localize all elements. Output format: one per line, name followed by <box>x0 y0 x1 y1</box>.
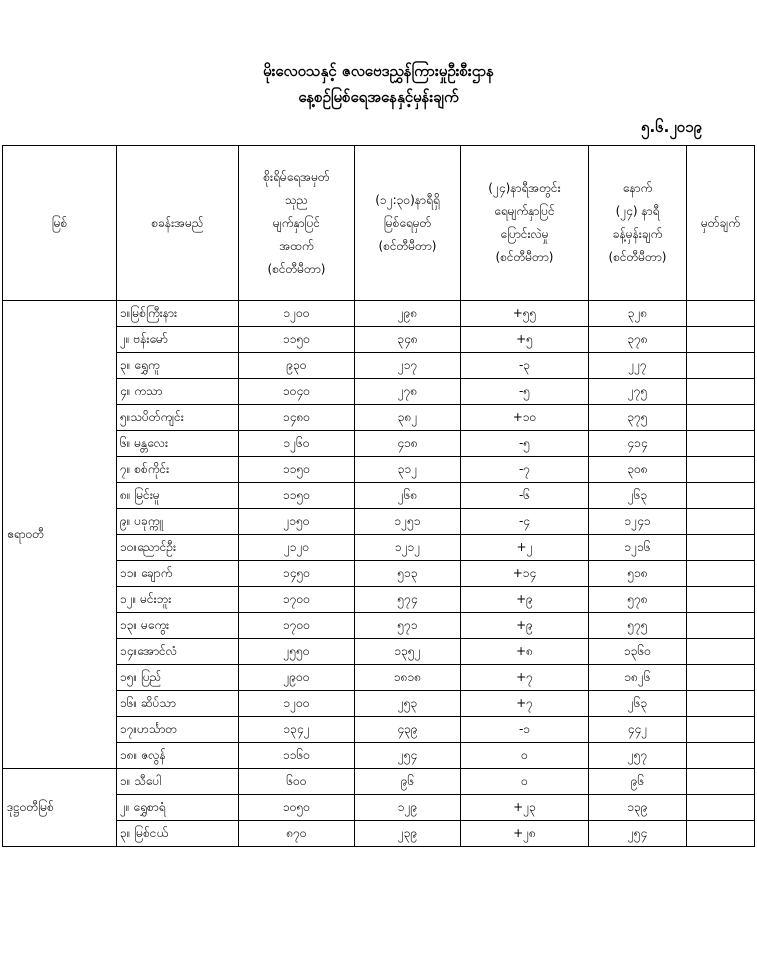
danger-cell: ၁၁၅၀ <box>239 327 355 353</box>
report-date: ၅.၆.၂၀၁၉ <box>641 118 702 136</box>
change-cell: +၇ <box>461 691 589 717</box>
danger-cell: ၂၁၂၀ <box>239 535 355 561</box>
river-name-cell: ဧရာဝတီ <box>3 301 117 769</box>
forecast-cell: ၂၇၅ <box>589 379 687 405</box>
station-cell: ၈။ မြင်းမူ <box>117 483 239 509</box>
forecast-cell: ၁၃၆၀ <box>589 639 687 665</box>
header-line: (စင်တီမီတာ) <box>495 250 554 264</box>
station-cell: ၁၀။ညောင်ဦး <box>117 535 239 561</box>
change-cell: +၇ <box>461 665 589 691</box>
river-name-cell: ဒုဋ္ဌဝတီမြစ် <box>3 769 117 847</box>
forecast-cell: ၂၅၇ <box>589 743 687 769</box>
level-cell: ၃၄၈ <box>355 327 461 353</box>
header-line: (၁၂:၃၀)နာရီရှိ <box>375 192 440 207</box>
forecast-cell: ၄၁၄ <box>589 431 687 457</box>
forecast-cell: ၃၂၈ <box>589 301 687 327</box>
forecast-cell: ၁၈၂၆ <box>589 665 687 691</box>
level-cell: ၁၃၅၂ <box>355 639 461 665</box>
level-cell: ၃၈၂ <box>355 405 461 431</box>
header-line: မြစ်ရေမှတ် <box>383 215 432 230</box>
change-cell: +၂ <box>461 535 589 561</box>
header-line: (စင်တီမီတာ) <box>608 250 667 264</box>
level-cell: ၂၇၈ <box>355 379 461 405</box>
header-line: (စင်တီမီတာ) <box>378 238 437 253</box>
station-cell: ၁၁။ ချောက် <box>117 561 239 587</box>
danger-cell: ၂၅၅၀ <box>239 639 355 665</box>
level-cell: ၂၆၈ <box>355 483 461 509</box>
danger-cell: ၁၂၀၀ <box>239 691 355 717</box>
remark-cell <box>687 613 755 639</box>
change-cell: +၂၃ <box>461 795 589 821</box>
header-line: နောက် <box>622 181 653 195</box>
header-station: စခန်းအမည် <box>117 146 239 301</box>
change-cell: -၇ <box>461 457 589 483</box>
change-cell: -၄ <box>461 509 589 535</box>
change-cell: +၈ <box>461 639 589 665</box>
remark-cell <box>687 561 755 587</box>
level-cell: ၂၅၄ <box>355 743 461 769</box>
remark-cell <box>687 353 755 379</box>
header-line: စိုးရိမ်ရေအမှတ် <box>263 169 330 184</box>
remark-cell <box>687 405 755 431</box>
station-cell: ၃။ မြစ်ငယ် <box>117 821 239 847</box>
level-cell: ၃၁၂ <box>355 457 461 483</box>
remark-cell <box>687 483 755 509</box>
remark-cell <box>687 821 755 847</box>
header-water-level <box>355 146 461 301</box>
forecast-cell: ၃၇၅ <box>589 405 687 431</box>
remark-cell <box>687 769 755 795</box>
danger-cell: ၁၂၆၀ <box>239 431 355 457</box>
level-cell: ၄၃၉ <box>355 717 461 743</box>
remark-cell <box>687 509 755 535</box>
station-cell: ၁၃။ မကွေး <box>117 613 239 639</box>
level-cell: ၂၉၈ <box>355 301 461 327</box>
change-cell: +၉ <box>461 587 589 613</box>
danger-cell: ၁၀၄၀ <box>239 379 355 405</box>
forecast-cell: ၂၅၄ <box>589 821 687 847</box>
station-cell: ၁၇။ဟင်္သာတ <box>117 717 239 743</box>
remark-cell <box>687 379 755 405</box>
change-cell: -၅ <box>461 431 589 457</box>
station-cell: ၁။မြစ်ကြီးနား <box>117 301 239 327</box>
danger-cell: ၁၂၀၀ <box>239 301 355 327</box>
station-cell: ၁၆။ ဆိပ်သာ <box>117 691 239 717</box>
forecast-cell: ၂၆၃ <box>589 691 687 717</box>
danger-cell: ၁၃၄၂ <box>239 717 355 743</box>
danger-cell: ၁၄၅၀ <box>239 561 355 587</box>
header-line: ပြောင်းလဲမှု <box>500 227 549 241</box>
change-cell: -၅ <box>461 379 589 405</box>
table-header-row <box>3 146 755 301</box>
level-cell: ၁၈၁၈ <box>355 665 461 691</box>
change-cell: -၃ <box>461 353 589 379</box>
level-cell: ၂၃၉ <box>355 821 461 847</box>
change-cell: +၁၀ <box>461 405 589 431</box>
forecast-cell: ၁၂၄၁ <box>589 509 687 535</box>
remark-cell <box>687 717 755 743</box>
level-cell: ၉၆ <box>355 769 461 795</box>
change-cell: ၀ <box>461 769 589 795</box>
station-cell: ၆။ မန္တလေး <box>117 431 239 457</box>
document-title: မိုးလေဝသနှင့် ဇလဗေဒညွှန်ကြားမှုဦးစီးဌာန <box>263 62 494 80</box>
header-change <box>461 146 589 301</box>
header-line: သုည <box>284 192 309 207</box>
change-cell: +၁၄ <box>461 561 589 587</box>
change-cell: +၅ <box>461 327 589 353</box>
level-cell: ၁၂၉ <box>355 795 461 821</box>
forecast-cell: ၁၃၉ <box>589 795 687 821</box>
level-cell: ၁၂၁၂ <box>355 535 461 561</box>
station-cell: ၇။ စစ်ကိုင်း <box>117 457 239 483</box>
header-line: ခန့်မှန်းချက် <box>612 227 663 241</box>
danger-cell: ၉၃၀ <box>239 353 355 379</box>
forecast-cell: ၂၆၃ <box>589 483 687 509</box>
station-cell: ၉။ ပခုက္ကူ <box>117 509 239 535</box>
station-cell: ၁၅။ ပြည် <box>117 665 239 691</box>
danger-cell: ၁၄၈၀ <box>239 405 355 431</box>
level-cell: ၂၁၇ <box>355 353 461 379</box>
level-cell: ၂၅၃ <box>355 691 461 717</box>
station-cell: ၁၄။အောင်လံ <box>117 639 239 665</box>
table-row <box>3 769 755 795</box>
remark-cell <box>687 665 755 691</box>
header-line: မျက်နှာပြင် <box>272 215 321 230</box>
level-cell: ၁၂၅၁ <box>355 509 461 535</box>
change-cell: -၁ <box>461 717 589 743</box>
danger-cell: ၁၇၀၀ <box>239 587 355 613</box>
danger-cell: ၁၁၅၀ <box>239 483 355 509</box>
forecast-cell: ၂၂၇ <box>589 353 687 379</box>
header-line: (၂၄) နာရီ <box>615 204 660 218</box>
station-cell: ၂။ ရွှေစာရံ <box>117 795 239 821</box>
forecast-cell: ၅၇၅ <box>589 613 687 639</box>
station-cell: ၄။ ကသာ <box>117 379 239 405</box>
danger-cell: ၁၁၆၀ <box>239 743 355 769</box>
header-line: အထက် <box>279 238 314 253</box>
forecast-cell: ၁၂၁၆ <box>589 535 687 561</box>
level-cell: ၄၁၈ <box>355 431 461 457</box>
change-cell: +၉ <box>461 613 589 639</box>
danger-cell: ၁၁၅၀ <box>239 457 355 483</box>
station-cell: ၃။ ရွှေကူ <box>117 353 239 379</box>
forecast-cell: ၅၁၈ <box>589 561 687 587</box>
level-cell: ၅၁၃ <box>355 561 461 587</box>
table-row <box>3 301 755 327</box>
remark-cell <box>687 327 755 353</box>
remark-cell <box>687 691 755 717</box>
remark-cell <box>687 743 755 769</box>
header-forecast <box>589 146 687 301</box>
remark-cell <box>687 301 755 327</box>
header-line: ရေမျက်နှာပြင် <box>494 204 555 218</box>
remark-cell <box>687 431 755 457</box>
change-cell: ၀ <box>461 743 589 769</box>
danger-cell: ၂၉၀၀ <box>239 665 355 691</box>
header-river: မြစ် <box>3 146 117 301</box>
station-cell: ၁။ သီပေါ <box>117 769 239 795</box>
forecast-cell: ၅၇၈ <box>589 587 687 613</box>
header-danger-level <box>239 146 355 301</box>
document-subtitle: နေ့စဉ်မြစ်ရေအနေနှင့်မှန်းချက် <box>298 88 459 106</box>
change-cell: +၂၈ <box>461 821 589 847</box>
forecast-cell: ၃၇၈ <box>589 327 687 353</box>
change-cell: -၆ <box>461 483 589 509</box>
station-cell: ၁၂။ မင်းဘူး <box>117 587 239 613</box>
danger-cell: ၂၁၅၀ <box>239 509 355 535</box>
header-line: (စင်တီမီတာ) <box>267 261 326 276</box>
danger-cell: ၈၇၀ <box>239 821 355 847</box>
station-cell: ၁၈။ ဇလွန် <box>117 743 239 769</box>
station-cell: ၂။ ဗန်းမော် <box>117 327 239 353</box>
danger-cell: ၁၇၀၀ <box>239 613 355 639</box>
header-remark: မှတ်ချက် <box>687 146 755 301</box>
remark-cell <box>687 639 755 665</box>
station-cell: ၅။သပိတ်ကျင်း <box>117 405 239 431</box>
danger-cell: ၁၀၅၀ <box>239 795 355 821</box>
forecast-cell: ၄၄၂ <box>589 717 687 743</box>
remark-cell <box>687 587 755 613</box>
remark-cell <box>687 457 755 483</box>
forecast-cell: ၉၆ <box>589 769 687 795</box>
river-level-table <box>2 145 755 847</box>
level-cell: ၅၇၄ <box>355 587 461 613</box>
remark-cell <box>687 795 755 821</box>
remark-cell <box>687 535 755 561</box>
forecast-cell: ၃၀၈ <box>589 457 687 483</box>
header-line: (၂၄)နာရီအတွင်း <box>488 181 561 195</box>
level-cell: ၅၇၁ <box>355 613 461 639</box>
danger-cell: ၆၀၀ <box>239 769 355 795</box>
change-cell: +၅၅ <box>461 301 589 327</box>
